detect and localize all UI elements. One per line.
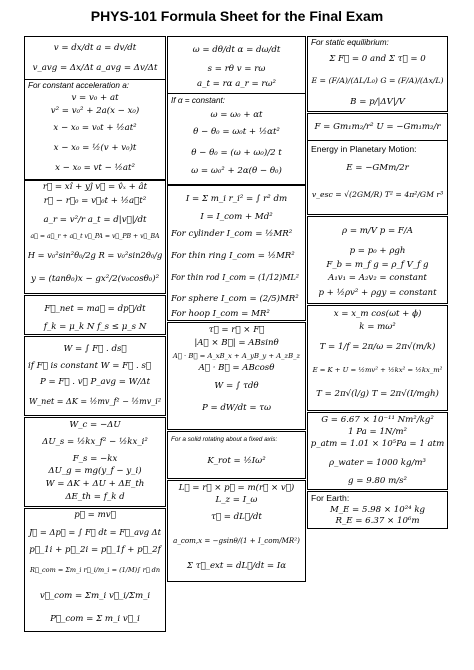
constant-alpha-box (167, 94, 306, 185)
formula-line: x = x_m cos(ωt + ϕ) (333, 308, 422, 319)
section-header: For constant acceleration a: (28, 81, 130, 90)
formula-line: For sphere I_com = (2/5)MR² (171, 293, 299, 304)
formula-line: r⃗ − r⃗₀ = v⃗₀t + ½a⃗t² (43, 195, 147, 206)
formula-line: v² = v₀² + 2a(x − x₀) (50, 106, 140, 117)
formula-line: F⃗_net = ma⃗ = dp⃗/dt (44, 303, 146, 314)
formula-line: P = F⃗ . v⃗ P_avg = W/Δt (39, 376, 151, 387)
formula-line: W = ∫ τdθ (214, 380, 259, 391)
kinematics-definitions-box (24, 36, 166, 80)
formula-line: For hoop I_com = MR² (171, 309, 270, 319)
formula-line: W = ∫ F⃗ . ds⃗ (63, 343, 127, 354)
section-header: Energy in Planetary Motion: (311, 144, 417, 154)
formula-line: For cylinder I_com = ½MR² (171, 228, 293, 239)
formula-line: θ − θ₀ = ω₀t + ½αt² (193, 126, 280, 137)
planetary-energy-box (307, 141, 448, 215)
formula-line: a⃗ = a⃗_r + a⃗_t v⃗_PA = v⃗_PB + v⃗_BA (30, 232, 160, 240)
page-title: PHYS-101 Formula Sheet for the Final Exam (90, 8, 384, 24)
formula-line: x − x₀ = vt − ½at² (55, 162, 135, 173)
formula-line: L_z = I_ω (215, 494, 258, 505)
formula-line: R_E = 6.37 × 10⁶m (335, 516, 420, 527)
column-2 (167, 36, 306, 583)
moment-of-inertia-box (167, 185, 306, 321)
formula-line: M_E = 5.98 × 10²⁴ kg (329, 505, 426, 516)
formula-line: y = (tanθ₀)x − gx²/2(v₀cosθ₀)² (30, 273, 160, 284)
formula-line: F_b = m_f g = ρ_f V_f g (326, 259, 429, 270)
formula-line: For thin rod I_com = (1/12)ML² (171, 273, 299, 282)
angular-momentum-box (167, 480, 306, 582)
section-header: If α = constant: (171, 96, 226, 105)
section-header: For a solid rotating about a fixed axis: (171, 436, 278, 443)
formula-line: x − x₀ = ½(v + v₀)t (53, 142, 137, 153)
formula-line: p = p₀ + ρgh (349, 245, 406, 256)
formula-line: s = rθ v = rω (207, 64, 266, 75)
formula-line: ΔU_g = mg(y_f − y_i) (48, 466, 142, 477)
formula-line: H = v₀²sin²θ₀/2g R = v₀²sin2θ₀/g (28, 249, 162, 260)
formula-line: E = (F/A)/(ΔL/L₀) G = (F/A)/(Δx/L) (311, 76, 444, 86)
constant-acceleration-box (24, 80, 166, 180)
oscillations-box (307, 305, 448, 411)
formula-line: ω = dθ/dt α = dω/dt (192, 44, 281, 55)
formula-line: W_c = −ΔU (69, 419, 121, 430)
formula-line: r⃗ = xî + yĵ v⃗ = v̂ₓ + ât (42, 182, 148, 193)
formula-line: v_avg = Δx/Δt a_avg = Δv/Δt (32, 62, 158, 73)
section-header: For Earth: (311, 493, 350, 503)
momentum-box (24, 508, 166, 632)
column-1 (24, 36, 166, 633)
gravitation-box (307, 113, 448, 141)
formula-line: x − x₀ = v₀t + ½at² (53, 122, 137, 133)
formula-line: if F⃗ is constant W = F⃗ . s⃗ (28, 360, 152, 371)
formula-line: T = 2π√(l/g) T = 2π√(I/mgh) (316, 388, 439, 399)
formula-line: P⃗_com = Σ m_i v⃗_i (50, 613, 140, 624)
formula-line: B = p/|ΔV|/V (350, 96, 405, 107)
formula-line: T = 1/f = 2π/ω = 2π√(m/k) (319, 341, 436, 352)
formula-line: F_s = −kx (72, 453, 118, 464)
work-power-box (24, 336, 166, 416)
formula-line: P = dW/dt = τω (201, 402, 272, 413)
column-3 (307, 36, 448, 530)
formula-line: G = 6.67 × 10⁻¹¹ Nm²/kg² (321, 414, 434, 425)
formula-line: For thin ring I_com = ½MR² (171, 250, 295, 261)
constants-box (307, 412, 448, 490)
static-equilibrium-box (307, 36, 448, 112)
formula-line: ω = ω₀ + αt (210, 109, 263, 120)
formula-line: E = K + U = ½mv² + ½kx² = ½kx_m² (312, 365, 443, 374)
formula-line: J⃗ = Δp⃗ = ∫ F⃗ dt = F⃗_avg Δt (28, 526, 162, 537)
formula-line: 1 Pa = 1N/m² (348, 426, 407, 437)
formula-line: R⃗_com = Σm_i r⃗_i/m_i = (1/M)∫ r⃗ dn (29, 565, 161, 574)
formula-line: ρ = m/V p = F/A (342, 225, 413, 236)
formula-line: ω = ω₀² + 2α(θ − θ₀) (191, 165, 282, 176)
formula-line: v_esc = √(2GM/R) T² = 4π²/GM r³ (311, 190, 444, 200)
torque-box (167, 322, 306, 430)
formula-line: W = ΔK + ΔU + ΔE_th (45, 479, 145, 490)
formula-line: τ⃗ = dL⃗/dt (211, 511, 262, 522)
formula-line: k = mω² (359, 321, 396, 332)
formula-line: a_r = v²/r a_t = d|v⃗|/dt (43, 214, 147, 225)
formula-line: p + ½ρv² + ρgy = constant (318, 287, 437, 298)
formula-line: A⃗ · B⃗ = A_xB_x + A_yB_y + A_zB_z (172, 351, 301, 360)
formula-line: a_com,x = −gsinθ/(1 + I_com/MR²) (173, 536, 300, 546)
formula-line: I = I_com + Md² (200, 211, 273, 222)
formula-line: ρ_water = 1000 kg/m³ (329, 457, 426, 468)
formula-line: ΔE_th = f_k d (65, 491, 125, 502)
earth-data-box (307, 491, 448, 529)
formula-line: Σ τ⃗_ext = dL⃗/dt = Iα (186, 560, 287, 571)
formula-line: K_rot = ½Iω² (207, 455, 266, 466)
section-header: For static equilibrium: (311, 38, 389, 47)
formula-line: A₁v₁ = A₂v₂ = constant (328, 273, 427, 284)
formula-line: p_atm = 1.01 × 10⁵Pa = 1 atm (311, 439, 444, 450)
formula-line: F = Gm₁m₂/r² U = −Gm₁m₂/r (314, 121, 441, 132)
formula-line: v = dx/dt a = dv/dt (53, 42, 137, 53)
formula-line: τ⃗ = r⃗ × F⃗ (208, 324, 265, 335)
formula-line: |A⃗ × B⃗| = ABsinθ (194, 337, 279, 348)
formula-line: I = Σ m_i r_i² = ∫ r² dm (185, 193, 288, 204)
formula-line: W_net = ΔK = ½mv_f² − ½mv_i² (28, 397, 162, 406)
formula-line: ΔU_s = ½kx_f² − ½kx_i² (42, 436, 148, 447)
rotational-kinematics-box (167, 36, 306, 94)
formula-line: f_k = μ_k N f_s ≤ μ_s N (43, 321, 147, 332)
formula-line: v = v₀ + at (71, 93, 119, 104)
formula-line: g = 9.80 m/s² (348, 475, 407, 486)
formula-line: E = −GMm/2r (346, 162, 409, 173)
formula-line: a_t = rα a_r = rω² (197, 79, 276, 90)
fluids-box (307, 216, 448, 304)
formula-line: θ − θ₀ = (ω + ω₀)/2 t (191, 147, 282, 158)
formula-line: L⃗ = r⃗ × p⃗ = m(r⃗ × v⃗) (178, 482, 295, 493)
projectile-motion-box (24, 180, 166, 294)
newton-laws-box (24, 295, 166, 335)
rotational-kinetic-energy-box (167, 431, 306, 479)
formula-line: A⃗ · B⃗ = ABcosθ (198, 363, 275, 374)
formula-line: Σ F⃗ = 0 and Σ τ⃗ = 0 (329, 53, 426, 64)
formula-line: v⃗_com = Σm_i v⃗_i/Σm_i (39, 590, 151, 601)
potential-energy-box (24, 417, 166, 507)
formula-line: p⃗ = mv⃗ (74, 510, 116, 521)
formula-line: p⃗_1i + p⃗_2i = p⃗_1f + p⃗_2f (29, 544, 161, 555)
